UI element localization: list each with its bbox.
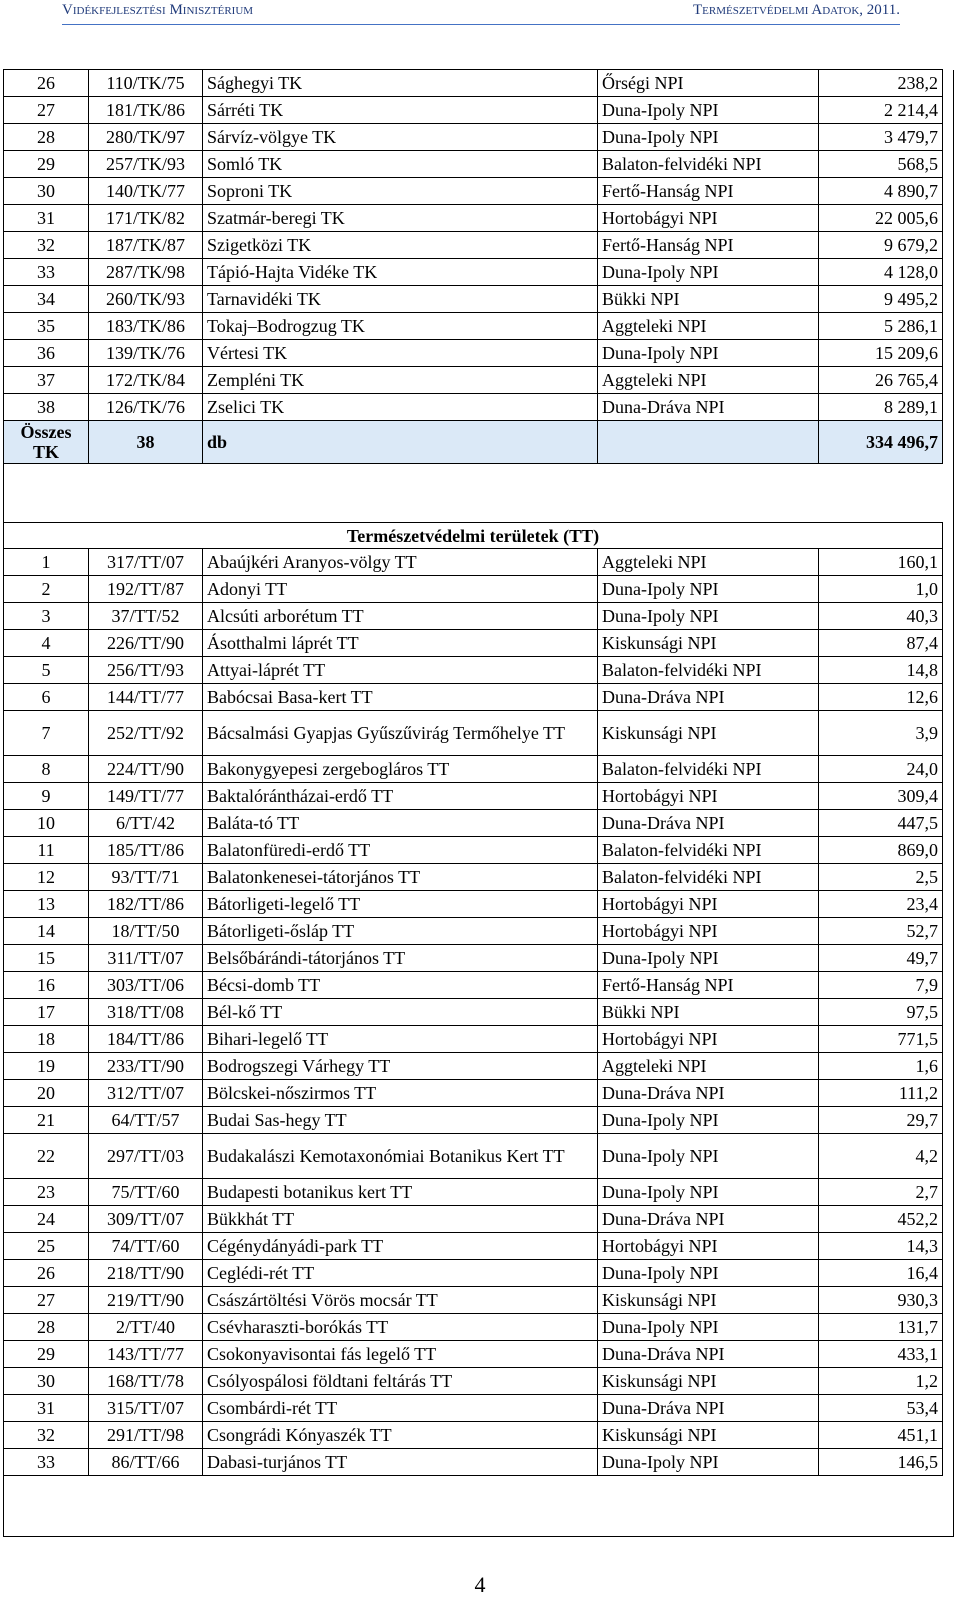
table-row [4,394,943,421]
registry-code: 252/TT/92 [89,711,203,756]
tt-title-row [4,523,943,549]
summary-label [4,421,89,464]
directorate: Hortobágyi NPI [598,783,819,810]
area-ha: 309,4 [819,783,943,810]
page-header [62,0,900,25]
directorate: Kiskunsági NPI [598,630,819,657]
area-name: Szatmár-beregi TK [203,205,598,232]
area-ha: 238,2 [819,70,943,97]
registry-code: 18/TT/50 [89,918,203,945]
area-ha: 9 679,2 [819,232,943,259]
table-row [4,259,943,286]
area-ha: 40,3 [819,603,943,630]
table-row [4,837,943,864]
directorate: Balaton-felvidéki NPI [598,756,819,783]
area-ha: 7,9 [819,972,943,999]
table-row [4,1368,943,1395]
registry-code: 256/TT/93 [89,657,203,684]
directorate: Duna-Ipoly NPI [598,576,819,603]
area-name: Bél-kő TT [203,999,598,1026]
area-name: Tápió-Hajta Vidéke TK [203,259,598,286]
table-row [4,1341,943,1368]
directorate: Balaton-felvidéki NPI [598,151,819,178]
page-number: 4 [474,1572,486,1597]
directorate: Aggteleki NPI [598,1053,819,1080]
row-index: 38 [4,394,89,421]
area-name: Bükkhát TT [203,1206,598,1233]
registry-code: 315/TT/07 [89,1395,203,1422]
area-ha: 29,7 [819,1107,943,1134]
table-row [4,1287,943,1314]
area-ha: 1,6 [819,1053,943,1080]
directorate: Hortobágyi NPI [598,205,819,232]
area-ha: 14,8 [819,657,943,684]
row-index: 32 [4,232,89,259]
area-name: Csombárdi-rét TT [203,1395,598,1422]
registry-code: 75/TT/60 [89,1179,203,1206]
table-row [4,367,943,394]
area-name: Somló TK [203,151,598,178]
registry-code: 86/TT/66 [89,1449,203,1476]
row-index: 11 [4,837,89,864]
row-index: 26 [4,70,89,97]
area-name: Bátorligeti-legelő TT [203,891,598,918]
registry-code: 168/TT/78 [89,1368,203,1395]
area-ha: 131,7 [819,1314,943,1341]
table-row [4,1422,943,1449]
registry-code: 182/TT/86 [89,891,203,918]
registry-code: 183/TK/86 [89,313,203,340]
area-name: Sárvíz-völgye TK [203,124,598,151]
area-name: Bátorligeti-ősláp TT [203,918,598,945]
directorate: Duna-Dráva NPI [598,684,819,711]
area-name: Zselici TK [203,394,598,421]
area-name: Alcsúti arborétum TT [203,603,598,630]
area-name: Bácsalmási Gyapjas Gyűszűvirág Termőhelye TT [203,711,598,756]
area-ha: 4 128,0 [819,259,943,286]
area-ha: 53,4 [819,1395,943,1422]
registry-code: 140/TK/77 [89,178,203,205]
directorate: Duna-Ipoly NPI [598,1179,819,1206]
area-name: Bakonygyepesi zergebogláros TT [203,756,598,783]
registry-code: 171/TK/82 [89,205,203,232]
area-name: Dabasi-turjános TT [203,1449,598,1476]
table-row [4,999,943,1026]
registry-code: 172/TK/84 [89,367,203,394]
registry-code: 37/TT/52 [89,603,203,630]
area-name: Budai Sas-hegy TT [203,1107,598,1134]
row-index: 16 [4,972,89,999]
area-name: Balatonkenesei-tátorjános TT [203,864,598,891]
table-row [4,1233,943,1260]
table-row [4,603,943,630]
area-ha: 869,0 [819,837,943,864]
table-row [4,1449,943,1476]
row-index: 31 [4,1395,89,1422]
registry-code: 185/TT/86 [89,837,203,864]
area-name: Belsőbárándi-tátorjános TT [203,945,598,972]
table-row [4,864,943,891]
area-ha: 1,2 [819,1368,943,1395]
registry-code: 139/TK/76 [89,340,203,367]
area-ha: 52,7 [819,918,943,945]
row-index: 14 [4,918,89,945]
directorate: Kiskunsági NPI [598,1368,819,1395]
area-ha: 146,5 [819,1449,943,1476]
area-ha: 447,5 [819,810,943,837]
registry-code: 224/TT/90 [89,756,203,783]
directorate: Bükki NPI [598,999,819,1026]
registry-code: 6/TT/42 [89,810,203,837]
table-row [4,124,943,151]
area-ha: 8 289,1 [819,394,943,421]
directorate: Balaton-felvidéki NPI [598,837,819,864]
tk-summary-row [4,421,943,464]
area-ha: 5 286,1 [819,313,943,340]
area-ha: 160,1 [819,549,943,576]
table-row [4,151,943,178]
row-index: 25 [4,1233,89,1260]
area-ha: 9 495,2 [819,286,943,313]
area-name: Csongrádi Kónyaszék TT [203,1422,598,1449]
area-name: Vértesi TK [203,340,598,367]
area-name: Baktalórántházai-erdő TT [203,783,598,810]
directorate: Duna-Dráva NPI [598,1080,819,1107]
row-index: 2 [4,576,89,603]
registry-code: 149/TT/77 [89,783,203,810]
table-row [4,657,943,684]
tk-table [3,69,943,464]
directorate: Hortobágyi NPI [598,918,819,945]
directorate: Hortobágyi NPI [598,1233,819,1260]
registry-code: 218/TT/90 [89,1260,203,1287]
registry-code: 233/TT/90 [89,1053,203,1080]
table-row [4,97,943,124]
directorate: Őrségi NPI [598,70,819,97]
row-index: 34 [4,286,89,313]
summary-total: 334 496,7 [819,421,943,464]
area-ha: 451,1 [819,1422,943,1449]
table-row [4,1134,943,1179]
registry-code: 126/TK/76 [89,394,203,421]
area-ha: 22 005,6 [819,205,943,232]
directorate: Duna-Ipoly NPI [598,1449,819,1476]
area-name: Ceglédi-rét TT [203,1260,598,1287]
area-name: Szigetközi TK [203,232,598,259]
directorate: Kiskunsági NPI [598,1287,819,1314]
area-ha: 452,2 [819,1206,943,1233]
row-index: 32 [4,1422,89,1449]
summary-label-line1: Összes [20,422,72,442]
table-row [4,70,943,97]
table-row [4,1314,943,1341]
area-ha: 14,3 [819,1233,943,1260]
table-row [4,1026,943,1053]
directorate: Duna-Dráva NPI [598,1395,819,1422]
table-row [4,1107,943,1134]
row-index: 13 [4,891,89,918]
row-index: 36 [4,340,89,367]
row-index: 27 [4,1287,89,1314]
area-ha: 87,4 [819,630,943,657]
table-row [4,286,943,313]
registry-code: 260/TK/93 [89,286,203,313]
area-ha: 4 890,7 [819,178,943,205]
area-name: Baláta-tó TT [203,810,598,837]
row-index: 6 [4,684,89,711]
row-index: 4 [4,630,89,657]
row-index: 28 [4,124,89,151]
directorate: Duna-Dráva NPI [598,810,819,837]
table-row [4,630,943,657]
directorate: Fertő-Hanság NPI [598,232,819,259]
directorate: Duna-Ipoly NPI [598,1314,819,1341]
row-index: 30 [4,178,89,205]
registry-code: 144/TT/77 [89,684,203,711]
area-name: Attyai-láprét TT [203,657,598,684]
registry-code: 309/TT/07 [89,1206,203,1233]
area-name: Csólyospálosi földtani feltárás TT [203,1368,598,1395]
directorate: Duna-Ipoly NPI [598,124,819,151]
table-row [4,1053,943,1080]
area-ha: 930,3 [819,1287,943,1314]
table-row [4,232,943,259]
area-ha: 111,2 [819,1080,943,1107]
table-row [4,684,943,711]
directorate: Duna-Ipoly NPI [598,1134,819,1179]
table-row [4,891,943,918]
registry-code: 257/TK/93 [89,151,203,178]
area-name: Császártöltési Vörös mocsár TT [203,1287,598,1314]
table-row [4,1080,943,1107]
area-name: Abaújkéri Aranyos-völgy TT [203,549,598,576]
row-index: 18 [4,1026,89,1053]
area-name: Tokaj–Bodrogzug TK [203,313,598,340]
row-index: 12 [4,864,89,891]
summary-label-line2: TK [32,442,59,462]
header-ministry: Vidékfejlesztési Minisztérium [62,2,254,18]
registry-code: 143/TT/77 [89,1341,203,1368]
area-name: Bölcskei-nőszirmos TT [203,1080,598,1107]
row-index: 35 [4,313,89,340]
tt-section-title: Természetvédelmi területek (TT) [4,523,943,549]
directorate: Duna-Ipoly NPI [598,945,819,972]
area-ha: 12,6 [819,684,943,711]
table-row [4,1179,943,1206]
directorate: Duna-Dráva NPI [598,394,819,421]
row-index: 3 [4,603,89,630]
area-name: Bécsi-domb TT [203,972,598,999]
area-name: Sághegyi TK [203,70,598,97]
row-index: 33 [4,259,89,286]
registry-code: 317/TT/07 [89,549,203,576]
area-name: Cégénydányádi-park TT [203,1233,598,1260]
area-name: Budapesti botanikus kert TT [203,1179,598,1206]
row-index: 21 [4,1107,89,1134]
registry-code: 184/TT/86 [89,1026,203,1053]
row-index: 37 [4,367,89,394]
table-row [4,711,943,756]
registry-code: 297/TT/03 [89,1134,203,1179]
registry-code: 312/TT/07 [89,1080,203,1107]
registry-code: 311/TT/07 [89,945,203,972]
table-row [4,810,943,837]
directorate: Fertő-Hanság NPI [598,178,819,205]
area-ha: 2 214,4 [819,97,943,124]
area-name: Sárréti TK [203,97,598,124]
registry-code: 93/TT/71 [89,864,203,891]
area-name: Babócsai Basa-kert TT [203,684,598,711]
summary-count: 38 [89,421,203,464]
row-index: 33 [4,1449,89,1476]
directorate: Duna-Ipoly NPI [598,340,819,367]
area-name: Bodrogszegi Várhegy TT [203,1053,598,1080]
directorate: Bükki NPI [598,286,819,313]
area-ha: 23,4 [819,891,943,918]
registry-code: 192/TT/87 [89,576,203,603]
row-index: 10 [4,810,89,837]
area-name: Bihari-legelő TT [203,1026,598,1053]
registry-code: 280/TK/97 [89,124,203,151]
table-row [4,1260,943,1287]
table-row [4,1206,943,1233]
area-name: Ásotthalmi láprét TT [203,630,598,657]
directorate: Duna-Ipoly NPI [598,1260,819,1287]
row-index: 9 [4,783,89,810]
row-index: 23 [4,1179,89,1206]
area-ha: 16,4 [819,1260,943,1287]
table-row [4,783,943,810]
directorate: Aggteleki NPI [598,367,819,394]
registry-code: 291/TT/98 [89,1422,203,1449]
tt-table [3,522,943,1476]
area-ha: 2,5 [819,864,943,891]
area-ha: 1,0 [819,576,943,603]
area-ha: 2,7 [819,1179,943,1206]
row-index: 29 [4,1341,89,1368]
table-row [4,1395,943,1422]
directorate: Hortobágyi NPI [598,1026,819,1053]
table-row [4,945,943,972]
registry-code: 318/TT/08 [89,999,203,1026]
row-index: 22 [4,1134,89,1179]
directorate: Hortobágyi NPI [598,891,819,918]
table-row [4,756,943,783]
registry-code: 187/TK/87 [89,232,203,259]
table-row [4,313,943,340]
row-index: 24 [4,1206,89,1233]
directorate: Duna-Ipoly NPI [598,97,819,124]
area-name: Balatonfüredi-erdő TT [203,837,598,864]
table-row [4,340,943,367]
area-ha: 49,7 [819,945,943,972]
area-name: Adonyi TT [203,576,598,603]
area-ha: 24,0 [819,756,943,783]
directorate: Fertő-Hanság NPI [598,972,819,999]
table-row [4,918,943,945]
area-name: Soproni TK [203,178,598,205]
row-index: 27 [4,97,89,124]
directorate: Duna-Ipoly NPI [598,259,819,286]
row-index: 20 [4,1080,89,1107]
registry-code: 2/TT/40 [89,1314,203,1341]
directorate: Aggteleki NPI [598,313,819,340]
area-ha: 3,9 [819,711,943,756]
area-name: Tarnavidéki TK [203,286,598,313]
summary-empty [598,421,819,464]
directorate: Balaton-felvidéki NPI [598,864,819,891]
table-row [4,549,943,576]
summary-unit: db [203,421,598,464]
area-ha: 568,5 [819,151,943,178]
row-index: 19 [4,1053,89,1080]
directorate: Kiskunsági NPI [598,1422,819,1449]
area-ha: 4,2 [819,1134,943,1179]
row-index: 8 [4,756,89,783]
table-row [4,205,943,232]
header-publication: Természetvédelmi Adatok, 2011. [692,2,900,18]
registry-code: 219/TT/90 [89,1287,203,1314]
row-index: 1 [4,549,89,576]
area-ha: 771,5 [819,1026,943,1053]
directorate: Balaton-felvidéki NPI [598,657,819,684]
directorate: Duna-Ipoly NPI [598,603,819,630]
area-ha: 97,5 [819,999,943,1026]
area-name: Budakalászi Kemotaxonómiai Botanikus Kert TT [203,1134,598,1179]
row-index: 28 [4,1314,89,1341]
area-name: Csokonyavisontai fás legelő TT [203,1341,598,1368]
row-index: 31 [4,205,89,232]
area-ha: 26 765,4 [819,367,943,394]
registry-code: 110/TK/75 [89,70,203,97]
area-ha: 15 209,6 [819,340,943,367]
directorate: Duna-Dráva NPI [598,1341,819,1368]
row-index: 26 [4,1260,89,1287]
table-row [4,972,943,999]
area-ha: 3 479,7 [819,124,943,151]
row-index: 15 [4,945,89,972]
registry-code: 181/TK/86 [89,97,203,124]
directorate: Aggteleki NPI [598,549,819,576]
area-name: Csévharaszti-borókás TT [203,1314,598,1341]
registry-code: 303/TT/06 [89,972,203,999]
row-index: 29 [4,151,89,178]
row-index: 30 [4,1368,89,1395]
area-name: Zempléni TK [203,367,598,394]
directorate: Kiskunsági NPI [598,711,819,756]
table-row [4,576,943,603]
row-index: 17 [4,999,89,1026]
area-ha: 433,1 [819,1341,943,1368]
registry-code: 74/TT/60 [89,1233,203,1260]
directorate: Duna-Dráva NPI [598,1206,819,1233]
registry-code: 64/TT/57 [89,1107,203,1134]
directorate: Duna-Ipoly NPI [598,1107,819,1134]
registry-code: 287/TK/98 [89,259,203,286]
registry-code: 226/TT/90 [89,630,203,657]
row-index: 5 [4,657,89,684]
row-index: 7 [4,711,89,756]
table-row [4,178,943,205]
